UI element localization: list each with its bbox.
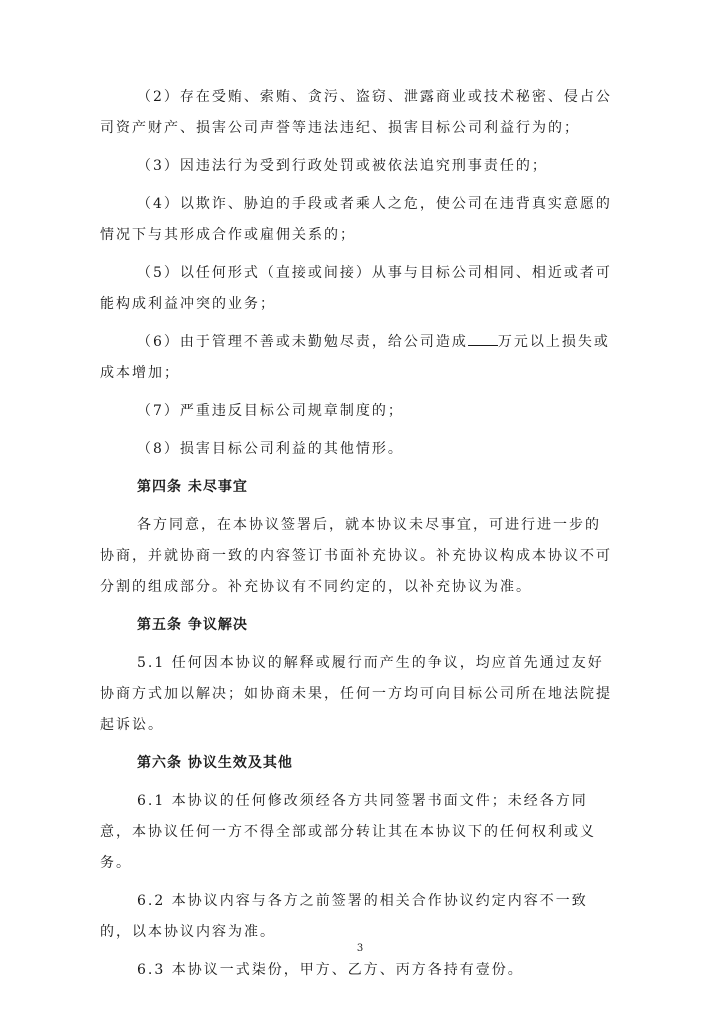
- clause-item-5: （5）以任何形式（直接或间接）从事与目标公司相同、相近或者可能构成利益冲突的业务；: [100, 265, 612, 312]
- clause-item-8: （8）损害目标公司利益的其他情形。: [137, 441, 404, 457]
- article-6-heading: 第六条 协议生效及其他: [137, 755, 293, 771]
- clause-item-6-before: （6）由于管理不善或未勤勉尽责，给公司造成: [137, 334, 468, 350]
- clause-item-4: （4）以欺诈、胁迫的手段或者乘人之危，使公司在违背真实意愿的情况下与其形成合作或雇佣关系的；: [100, 196, 612, 243]
- clause-5-1: 5.1 任何因本协议的解释或履行而产生的争议，均应首先通过友好协商方式加以解决；如协商未果，任何一方均可向目标公司所在地法院提起诉讼。: [100, 655, 612, 733]
- clause-6-3: 6.3 本协议一式柒份，甲方、乙方、丙方各持有壹份。: [137, 962, 524, 978]
- clause-item-2: （2）存在受贿、索贿、贪污、盗窃、泄露商业或技术秘密、侵占公司资产财产、损害公司声誉等违法违纪、损害目标公司利益行为的；: [100, 89, 612, 136]
- article-4-body: 各方同意，在本协议签署后，就本协议未尽事宜，可进行进一步的协商，并就协商一致的内容签订书面补充协议。补充协议构成本协议不可分割的组成部分。补充协议有不同约定的，以补充协议为准。: [100, 517, 612, 595]
- document-page: [100, 82, 614, 993]
- clause-item-7: （7）严重违反目标公司规章制度的；: [137, 403, 404, 419]
- clause-item-6: [100, 327, 614, 389]
- page-number: 3: [356, 943, 364, 954]
- clause-6-2: 6.2 本协议内容与各方之前签署的相关合作协议约定内容不一致的，以本协议内容为准。: [100, 893, 588, 940]
- clause-item-6-after: 万元以上损失或成本增加；: [100, 334, 610, 381]
- clause-item-3: （3）因违法行为受到行政处罚或被依法追究刑事责任的；: [137, 158, 548, 174]
- article-4-heading: 第四条 未尽事宜: [137, 479, 248, 495]
- article-5-heading: 第五条 争议解决: [137, 617, 248, 633]
- clause-6-1: 6.1 本协议的任何修改须经各方共同签署书面文件；未经各方同意，本协议任何一方不得全部或部分转让其在本协议下的任何权利或义务。: [100, 793, 596, 871]
- amount-blank: [468, 331, 498, 346]
